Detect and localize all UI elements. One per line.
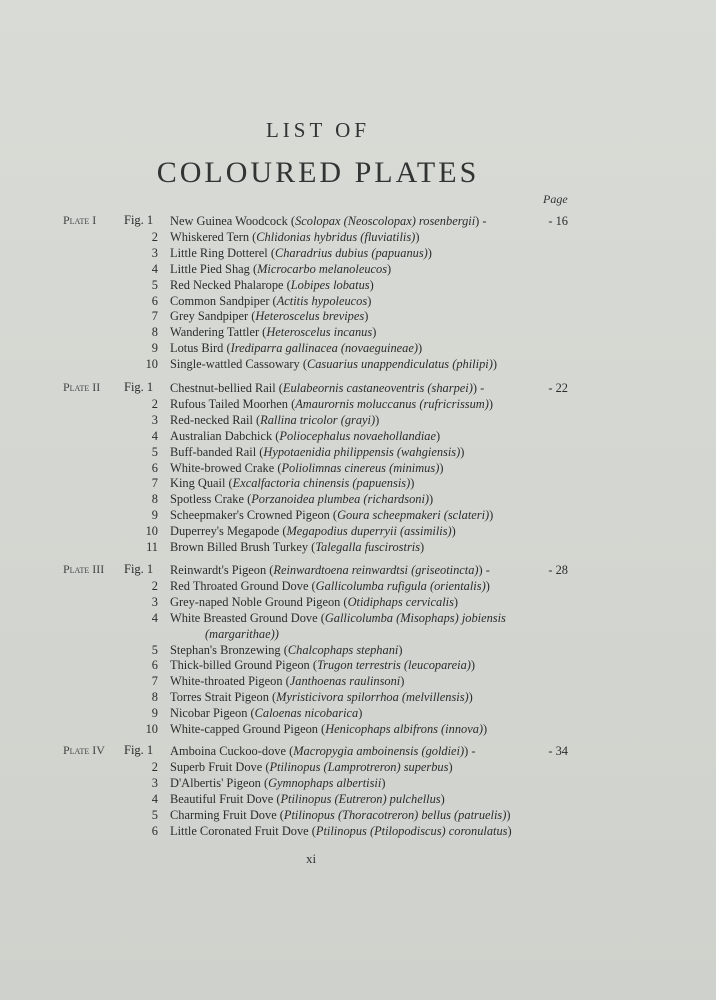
figure-number: 3 — [151, 412, 158, 427]
list-item — [0, 642, 716, 658]
scientific-name: Myristicivora spilorrhoa (melvillensis) — [276, 690, 469, 705]
list-item — [0, 721, 716, 737]
scientific-name: Chlidonias hybridus (fluviatilis) — [256, 229, 416, 244]
scientific-name: Gallicolumba rufigula (orientalis) — [315, 578, 486, 593]
list-item — [0, 791, 716, 807]
list-item — [0, 775, 716, 791]
bird-name: Little Coronated Fruit Dove (Ptilinopus (Ptilopodiscus) coronulatus) — [170, 823, 512, 838]
common-name: Lotus Bird ( — [170, 341, 231, 356]
common-name: White-browed Crake ( — [170, 460, 282, 475]
title-line-2: COLOURED PLATES — [156, 156, 480, 189]
list-item — [0, 460, 716, 476]
bird-name: Red Throated Ground Dove (Gallicolumba rufigula (orientalis)) — [170, 578, 490, 593]
bird-name: Amboina Cuckoo-dove (Macropygia amboinensis (goldiei)) - — [170, 744, 476, 758]
bird-name: White-capped Ground Pigeon (Henicophaps albifrons (innova)) — [170, 722, 488, 736]
common-name: King Quail ( — [170, 476, 233, 491]
scientific-name: Caloenas nicobarica — [254, 706, 359, 721]
list-item — [0, 444, 716, 460]
fig-label: Fig. 1 — [124, 380, 154, 394]
figure-number: 10 — [145, 722, 158, 736]
list-item — [0, 293, 716, 309]
scientific-name: Trugon terrestris (leucopareia) — [316, 658, 471, 673]
figure-number: 2 — [151, 396, 158, 411]
figure-number: 6 — [151, 293, 158, 308]
scientific-name: Talegalla fuscirostris — [315, 540, 421, 554]
plate-label: Plate III — [63, 562, 105, 576]
figure-number: 6 — [151, 823, 158, 838]
common-name: New Guinea Woodcock ( — [170, 214, 296, 228]
plate-page-number: - 28 — [548, 563, 568, 577]
bird-name: Little Ring Dotterel (Charadrius dubius (papuanus)) — [170, 245, 432, 260]
common-name: D'Albertis' Pigeon ( — [170, 775, 269, 790]
common-name: White-capped Ground Pigeon ( — [170, 722, 326, 736]
fig-label: Fig. 1 — [124, 213, 154, 227]
figure-number: 9 — [151, 706, 158, 721]
scientific-name: Ptilinopus (Ptilopodiscus) coronulatus — [315, 823, 508, 838]
scientific-name: Gymnophaps albertisii — [268, 775, 382, 790]
common-name: Red-necked Rail ( — [170, 412, 261, 427]
scientific-name: Porzanoidea plumbea (richardsoni) — [251, 492, 430, 507]
list-item — [0, 277, 716, 293]
bird-name: Grey Sandpiper (Heteroscelus brevipes) — [170, 309, 369, 324]
bird-name: Buff-banded Rail (Hypotaenidia philippensis (wahgiensis)) — [170, 444, 465, 459]
common-name: Superb Fruit Dove ( — [170, 759, 270, 774]
figure-number: 2 — [151, 229, 158, 244]
scientific-name: Gallicolumba (Misophaps) jobiensis — [324, 610, 506, 625]
bird-name: D'Albertis' Pigeon (Gymnophaps albertisii) — [170, 775, 386, 790]
plate-page-number: - 34 — [548, 744, 568, 758]
figure-number: 4 — [151, 610, 158, 625]
scientific-name: Ptilinopus (Lamprotreron) superbus — [269, 759, 449, 774]
figure-number: 7 — [151, 674, 158, 689]
common-name: Charming Fruit Dove ( — [170, 807, 284, 822]
list-item — [0, 380, 716, 396]
figure-number: 4 — [151, 428, 158, 443]
figure-number: 11 — [146, 540, 158, 554]
list-item — [0, 340, 716, 356]
figure-number: 6 — [151, 460, 158, 475]
list-item — [0, 507, 716, 523]
title-line-1: LIST OF — [265, 118, 371, 142]
list-item — [0, 705, 716, 721]
figure-number: 8 — [151, 325, 158, 340]
scientific-name: Eulabeornis castaneoventris (sharpei) — [282, 381, 473, 395]
bird-name: Rufous Tailed Moorhen (Amaurornis moluccanus (rufricrissum)) — [170, 396, 494, 411]
bird-name: Stephan's Bronzewing (Chalcophaps stephani) — [170, 642, 403, 657]
common-name: Duperrey's Megapode ( — [170, 524, 287, 539]
bird-name: Red-necked Rail (Rallina tricolor (grayi)) — [170, 412, 380, 427]
scientific-name: Casuarius unappendiculatus (philipi) — [306, 357, 493, 372]
list-item — [0, 610, 716, 626]
bird-name: Wandering Tattler (Heteroscelus incanus) — [170, 325, 377, 340]
figure-number: 5 — [151, 277, 158, 292]
figure-number: 5 — [151, 444, 158, 459]
common-name: Wandering Tattler ( — [170, 325, 267, 340]
common-name: Stephan's Bronzewing ( — [170, 642, 288, 657]
list-item — [0, 213, 716, 229]
scientific-name: Heteroscelus incanus — [266, 325, 373, 340]
scientific-name: Janthoenas raulinsoni — [289, 674, 401, 689]
figure-number: 8 — [151, 492, 158, 507]
common-name: Single-wattled Cassowary ( — [170, 357, 307, 372]
bird-name: Red Necked Phalarope (Lobipes lobatus) — [170, 277, 374, 292]
list-item — [0, 475, 716, 491]
bird-name: White-browed Crake (Poliolimnas cinereus (minimus)) — [170, 460, 444, 475]
list-item — [0, 759, 716, 775]
common-name: Little Pied Shag ( — [170, 261, 258, 276]
scientific-name: Microcarbo melanoleucos — [257, 261, 388, 276]
scientific-name: Poliolimnas cinereus (minimus) — [281, 460, 440, 475]
bird-name: Single-wattled Cassowary (Casuarius unappendiculatus (philipi)) — [170, 357, 497, 372]
scientific-name: Otidiphaps cervicalis — [347, 594, 454, 609]
list-item — [0, 412, 716, 428]
scientific-name: Lobipes lobatus — [290, 277, 370, 292]
list-item — [0, 229, 716, 245]
common-name: Little Coronated Fruit Dove ( — [170, 823, 316, 838]
list-item — [0, 673, 716, 689]
common-name: Rufous Tailed Moorhen ( — [170, 396, 296, 411]
common-name: Beautiful Fruit Dove ( — [170, 791, 281, 806]
figure-number: 4 — [151, 261, 158, 276]
bird-name: Whiskered Tern (Chlidonias hybridus (fluviatilis)) — [170, 229, 420, 244]
scientific-name: Charadrius dubius (papuanus) — [274, 245, 428, 260]
common-name: Common Sandpiper ( — [170, 293, 277, 308]
figure-number: 5 — [151, 807, 158, 822]
common-name: Grey Sandpiper ( — [170, 309, 256, 324]
bird-name: Torres Strait Pigeon (Myristicivora spilorrhoa (melvillensis)) — [170, 690, 473, 705]
bird-name: White-throated Pigeon (Janthoenas raulinsoni) — [170, 674, 405, 689]
plate-label: Plate I — [63, 213, 97, 227]
list-item — [0, 245, 716, 261]
scientific-name: Actitis hypoleucos — [276, 293, 368, 308]
scientific-name: Rallina tricolor (grayi) — [260, 412, 376, 427]
figure-number: 7 — [151, 476, 158, 491]
scientific-name: Heteroscelus brevipes — [255, 309, 365, 324]
scientific-name: Reinwardtoena reinwardtsi (griseotincta) — [273, 563, 479, 577]
bird-name: Thick-billed Ground Pigeon (Trugon terrestris (leucopareia)) — [170, 658, 476, 673]
list-item — [0, 823, 716, 839]
scientific-name: Ptilinopus (Eutreron) pulchellus — [280, 791, 441, 806]
figure-number: 4 — [151, 791, 158, 806]
bird-name: Australian Dabchick (Poliocephalus novaehollandiae) — [170, 428, 441, 443]
scientific-name: Macropygia amboinensis (goldiei) — [293, 744, 465, 758]
list-item — [0, 743, 716, 759]
list-item — [0, 578, 716, 594]
list-item — [0, 428, 716, 444]
bird-name: Little Pied Shag (Microcarbo melanoleucos) — [170, 261, 392, 276]
scientific-name: Ptilinopus (Thoracotreron) bellus (patruelis) — [283, 807, 507, 822]
scientific-name: Chalcophaps stephani — [287, 642, 399, 657]
common-name: Little Ring Dotterel ( — [170, 245, 275, 260]
list-item — [0, 491, 716, 507]
figure-number: 10 — [145, 357, 158, 372]
list-item — [0, 807, 716, 823]
common-name: Nicobar Pigeon ( — [170, 706, 255, 721]
page-column-heading: Page — [543, 192, 568, 206]
bird-name: Common Sandpiper (Actitis hypoleucos) — [170, 293, 372, 308]
common-name: Brown Billed Brush Turkey ( — [170, 540, 316, 554]
common-name: Red Necked Phalarope ( — [170, 277, 291, 292]
common-name: Whiskered Tern ( — [170, 229, 257, 244]
bird-name: Duperrey's Megapode (Megapodius duperryii (assimilis)) — [170, 524, 456, 539]
figure-number: 10 — [145, 524, 158, 539]
list-item — [0, 523, 716, 539]
bird-name: Spotless Crake (Porzanoidea plumbea (richardsoni)) — [170, 492, 434, 507]
common-name: Red Throated Ground Dove ( — [170, 578, 316, 593]
figure-number: 3 — [151, 594, 158, 609]
common-name: Reinwardt's Pigeon ( — [170, 563, 274, 577]
common-name: White Breasted Ground Dove ( — [170, 610, 325, 625]
figure-number: 3 — [151, 775, 158, 790]
scientific-name: Hypotaenidia philippensis (wahgiensis) — [263, 444, 461, 459]
scientific-name: Goura scheepmakeri (sclateri) — [337, 508, 490, 523]
common-name: Torres Strait Pigeon ( — [170, 690, 277, 705]
figure-number: 9 — [151, 341, 158, 356]
bird-name: Charming Fruit Dove (Ptilinopus (Thoracotreron) bellus (patruelis)) — [170, 807, 511, 822]
common-name: Buff-banded Rail ( — [170, 444, 264, 459]
common-name: Scheepmaker's Crowned Pigeon ( — [170, 508, 338, 523]
common-name: Grey-naped Noble Ground Pigeon ( — [170, 594, 348, 609]
bird-name — [170, 610, 506, 626]
common-name: Thick-billed Ground Pigeon ( — [170, 658, 317, 673]
list-item — [0, 539, 716, 555]
scientific-name: Henicophaps albifrons (innova) — [325, 722, 484, 736]
plate-page-number: - 16 — [548, 214, 568, 228]
bird-name: Grey-naped Noble Ground Pigeon (Otidiphaps cervicalis) — [170, 594, 459, 609]
scientific-name: Amaurornis moluccanus (rufricrissum) — [295, 396, 489, 411]
bird-name: Reinwardt's Pigeon (Reinwardtoena reinwardtsi (griseotincta)) - — [170, 563, 490, 577]
figure-number: 5 — [151, 642, 158, 657]
list-item — [0, 308, 716, 324]
common-name: Chestnut-bellied Rail ( — [170, 381, 283, 395]
bird-name: Nicobar Pigeon (Caloenas nicobarica) — [170, 706, 363, 721]
list-item — [0, 594, 716, 610]
figure-number: 7 — [151, 309, 158, 324]
common-name: White-throated Pigeon ( — [170, 674, 290, 689]
scientific-name: Excalfactoria chinensis (papuensis) — [232, 476, 411, 491]
common-name: Spotless Crake ( — [170, 492, 252, 507]
scientific-name: Scolopax (Neoscolopax) rosenbergii — [295, 214, 476, 228]
page-number: xi — [306, 851, 317, 866]
fig-label: Fig. 1 — [124, 743, 154, 757]
bird-name: Lotus Bird (Irediparra gallinacea (novaeguineae)) — [170, 341, 423, 356]
list-item — [0, 657, 716, 673]
plate-page-number: - 22 — [548, 381, 568, 395]
figure-number: 8 — [151, 690, 158, 705]
common-name: Amboina Cuckoo-dove ( — [170, 744, 294, 758]
bird-name: New Guinea Woodcock (Scolopax (Neoscolopax) rosenbergii) - — [170, 214, 487, 228]
bird-name: Superb Fruit Dove (Ptilinopus (Lamprotreron) superbus) — [170, 759, 453, 774]
figure-number: 9 — [151, 508, 158, 523]
list-item — [0, 324, 716, 340]
scientific-name: Irediparra gallinacea (novaeguineae) — [230, 341, 418, 356]
list-item — [0, 562, 716, 578]
scientific-name: Megapodius duperryii (assimilis) — [286, 524, 452, 539]
fig-label: Fig. 1 — [124, 562, 154, 576]
list-item — [0, 261, 716, 277]
list-item-continuation — [0, 626, 716, 642]
bird-name: Brown Billed Brush Turkey (Talegalla fuscirostris) — [170, 540, 425, 554]
list-item — [0, 689, 716, 705]
plate-label: Plate II — [63, 380, 101, 394]
bird-name: King Quail (Excalfactoria chinensis (papuensis)) — [170, 476, 415, 491]
plate-label: Plate IV — [63, 743, 105, 757]
figure-number: 6 — [151, 658, 158, 673]
bird-name: Scheepmaker's Crowned Pigeon (Goura scheepmakeri (sclateri)) — [170, 508, 494, 523]
bird-name: Beautiful Fruit Dove (Ptilinopus (Eutreron) pulchellus) — [170, 791, 445, 806]
common-name: Australian Dabchick ( — [170, 428, 280, 443]
scientific-name-continued: (margarithae)) — [205, 626, 279, 641]
list-item — [0, 356, 716, 372]
figure-number: 2 — [151, 578, 158, 593]
bird-name: Chestnut-bellied Rail (Eulabeornis castaneoventris (sharpei)) - — [170, 381, 485, 395]
scientific-name: Poliocephalus novaehollandiae — [279, 428, 436, 443]
figure-number: 2 — [151, 759, 158, 774]
figure-number: 3 — [151, 245, 158, 260]
list-item — [0, 396, 716, 412]
